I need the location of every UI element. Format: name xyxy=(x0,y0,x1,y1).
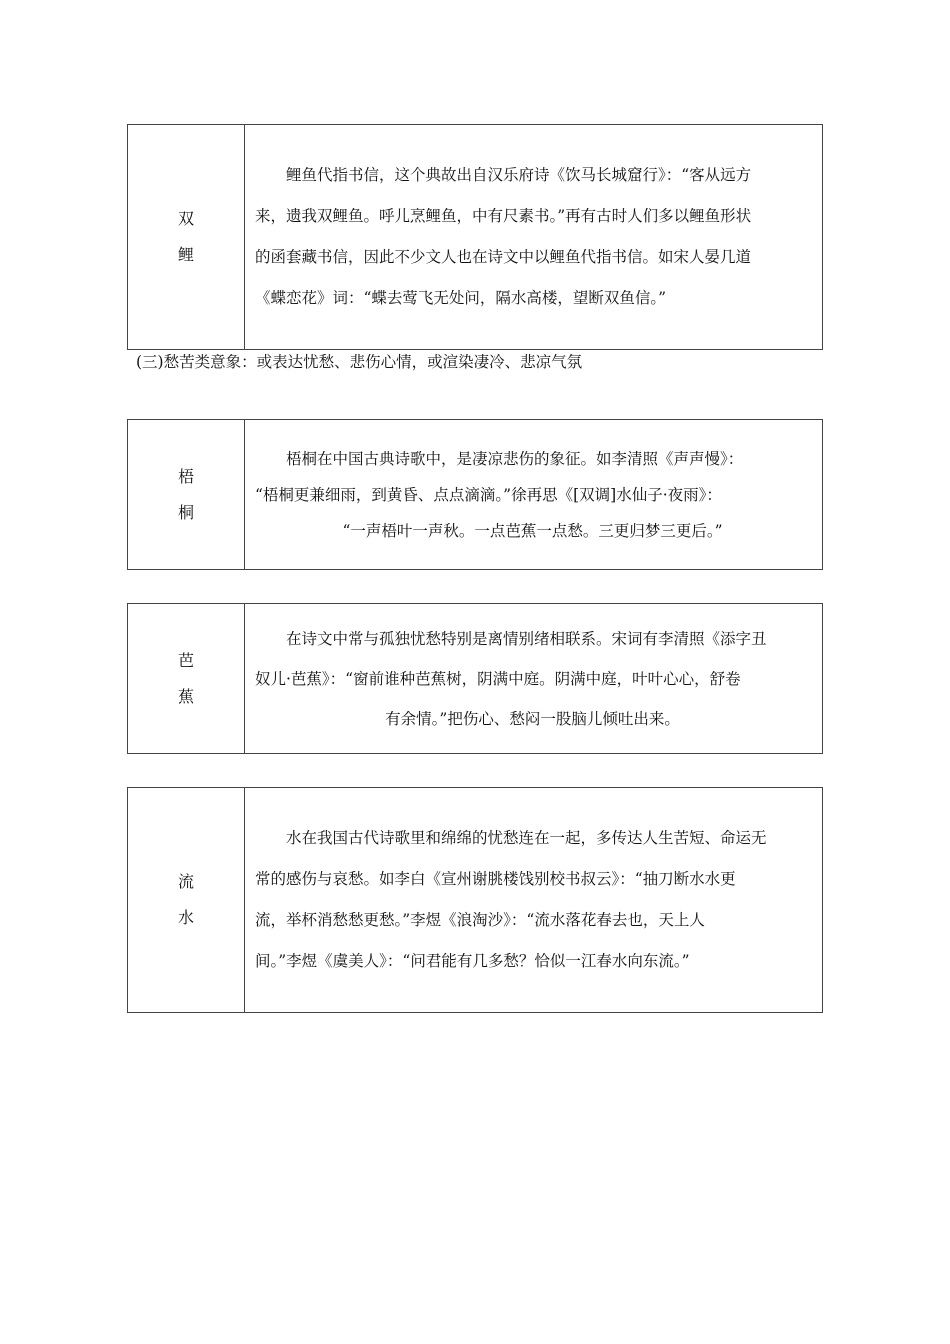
description-line: 奴儿·芭蕉》：“窗前谁种芭蕉树，阴满中庭。阴满中庭，叶叶心心，舒卷 xyxy=(255,669,741,688)
entry-flowing-water xyxy=(127,787,823,1013)
description-line: 在诗文中常与孤独忧愁特别是离情别绪相联系。宋词有李清照《添字丑 xyxy=(286,629,767,648)
term-description xyxy=(245,604,822,753)
description-line: 水在我国古代诗歌里和绵绵的忧愁连在一起，多传达人生苦短、命运无 xyxy=(286,829,767,847)
entry-banana xyxy=(127,603,823,754)
description-line: 流，举杯消愁愁更愁。”李煜《浪淘沙》：“流水落花春去也，天上人 xyxy=(255,911,705,929)
description-line: 来，遗我双鲤鱼。呼儿烹鲤鱼，中有尺素书。”再有古时人们多以鲤鱼形状 xyxy=(255,207,752,225)
description-line: 的函套藏书信，因此不少文人也在诗文中以鲤鱼代指书信。如宋人晏几道 xyxy=(255,248,752,266)
description-line: “一声梧叶一声秋。一点芭蕉一点愁。三更归梦三更后。” xyxy=(342,521,723,540)
description-line: 间。”李煜《虞美人》：“问君能有几多愁？恰似一江春水向东流。” xyxy=(255,952,690,970)
entry-double-carp xyxy=(127,124,823,350)
description-line: 常的感伤与哀愁。如李白《宣州谢朓楼饯别校书叔云》：“抽刀断水水更 xyxy=(255,870,736,888)
term-char: 鲤 xyxy=(177,245,194,264)
description-line: 鲤鱼代指书信，这个典故出自汉乐府诗《饮马长城窟行》：“客从远方 xyxy=(286,166,752,184)
term-char: 梧 xyxy=(177,466,194,486)
term-description xyxy=(245,125,822,349)
term-char: 桐 xyxy=(177,502,194,522)
term-char: 芭 xyxy=(177,650,194,670)
term-label xyxy=(128,788,245,1012)
section-heading: (三)愁苦类意象：或表达忧愁、悲伤心情，或渲染凄冷、悲凉气氛 xyxy=(136,353,583,371)
description-line: 梧桐在中国古典诗歌中，是凄凉悲伤的象征。如李清照《声声慢》： xyxy=(286,449,744,468)
term-description xyxy=(245,788,822,1012)
description-line: 《蝶恋花》词：“蝶去莺飞无处问，隔水高楼，望断双鱼信。” xyxy=(255,289,667,307)
term-char: 蕉 xyxy=(177,686,194,706)
term-char: 流 xyxy=(177,872,194,891)
term-label xyxy=(128,125,245,349)
term-label xyxy=(128,420,245,569)
term-description xyxy=(245,420,822,569)
term-label xyxy=(128,604,245,753)
term-char: 水 xyxy=(177,908,194,927)
description-line: 有余情。”把伤心、愁闷一股脑儿倾吐出来。 xyxy=(385,709,680,728)
term-char: 双 xyxy=(177,209,194,228)
description-line: “梧桐更兼细雨，到黄昏、点点滴滴。”徐再思《[双调]水仙子·夜雨》： xyxy=(255,485,722,504)
entry-wutong xyxy=(127,419,823,570)
